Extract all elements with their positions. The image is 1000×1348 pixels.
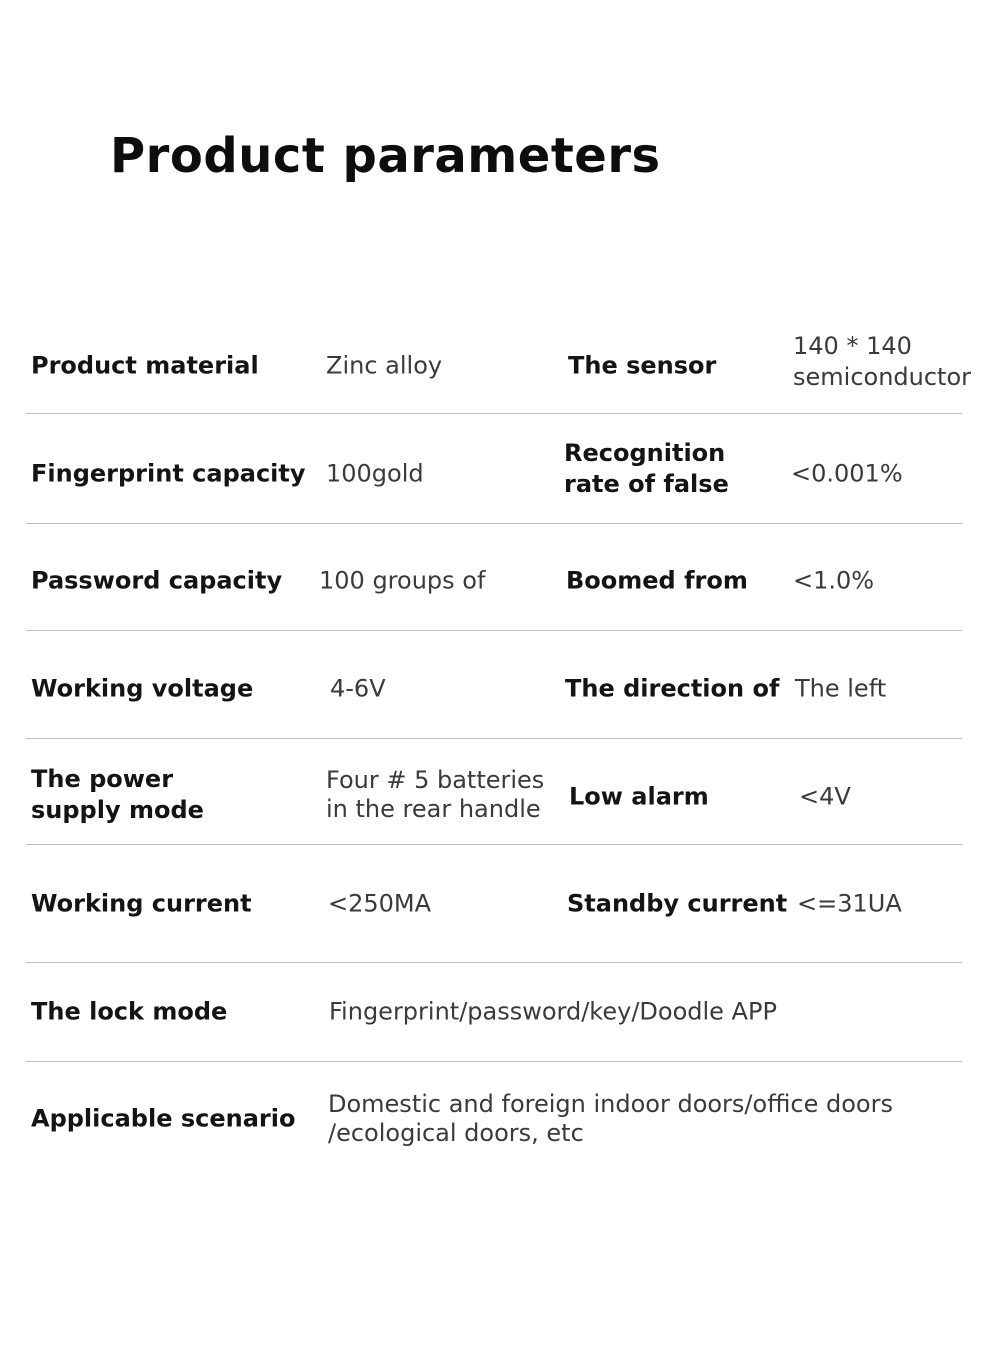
param-label-lock-mode: The lock mode xyxy=(31,997,228,1026)
param-label-fingerprint-capacity: Fingerprint capacity xyxy=(31,459,306,488)
param-label-product-material: Product material xyxy=(31,351,259,380)
param-value-password-capacity: 100 groups of xyxy=(319,566,486,595)
param-value-false-recognition-rate: <0.001% xyxy=(791,459,903,488)
row-divider xyxy=(26,630,962,631)
param-value-direction: The left xyxy=(795,674,887,703)
param-value-product-material: Zinc alloy xyxy=(326,351,443,380)
row-divider xyxy=(26,413,962,414)
param-value-boomed-from: <1.0% xyxy=(793,566,875,595)
param-label-boomed-from: Boomed from xyxy=(566,566,748,595)
row-divider xyxy=(26,962,962,963)
param-label-low-alarm: Low alarm xyxy=(569,782,709,811)
param-label-standby-current: Standby current xyxy=(567,889,788,918)
page-title: Product parameters xyxy=(110,128,661,184)
row-divider xyxy=(26,1061,962,1062)
param-label-power-supply-mode: The power supply mode xyxy=(31,765,204,824)
param-value-power-supply-mode: Four # 5 batteries in the rear handle xyxy=(326,766,545,823)
param-value-lock-mode: Fingerprint/password/key/Doodle APP xyxy=(329,997,777,1026)
param-label-applicable-scenario: Applicable scenario xyxy=(31,1104,296,1133)
param-value-working-voltage: 4-6V xyxy=(330,674,386,703)
row-divider xyxy=(26,844,962,845)
row-divider xyxy=(26,738,962,739)
param-value-fingerprint-capacity: 100gold xyxy=(326,459,424,488)
param-value-standby-current: <=31UA xyxy=(797,889,902,918)
param-label-password-capacity: Password capacity xyxy=(31,566,283,595)
param-value-low-alarm: <4V xyxy=(799,782,851,811)
param-label-working-voltage: Working voltage xyxy=(31,674,254,703)
row-divider xyxy=(26,523,962,524)
param-label-working-current: Working current xyxy=(31,889,252,918)
param-label-direction: The direction of xyxy=(565,674,780,703)
param-label-sensor: The sensor xyxy=(568,351,717,380)
param-value-sensor: 140 * 140 semiconductor xyxy=(793,332,972,391)
param-label-false-recognition-rate: Recognition rate of false xyxy=(564,439,729,498)
param-value-applicable-scenario: Domestic and foreign indoor doors/office doors /ecological doors, etc xyxy=(328,1090,893,1147)
param-value-working-current: <250MA xyxy=(328,889,432,918)
